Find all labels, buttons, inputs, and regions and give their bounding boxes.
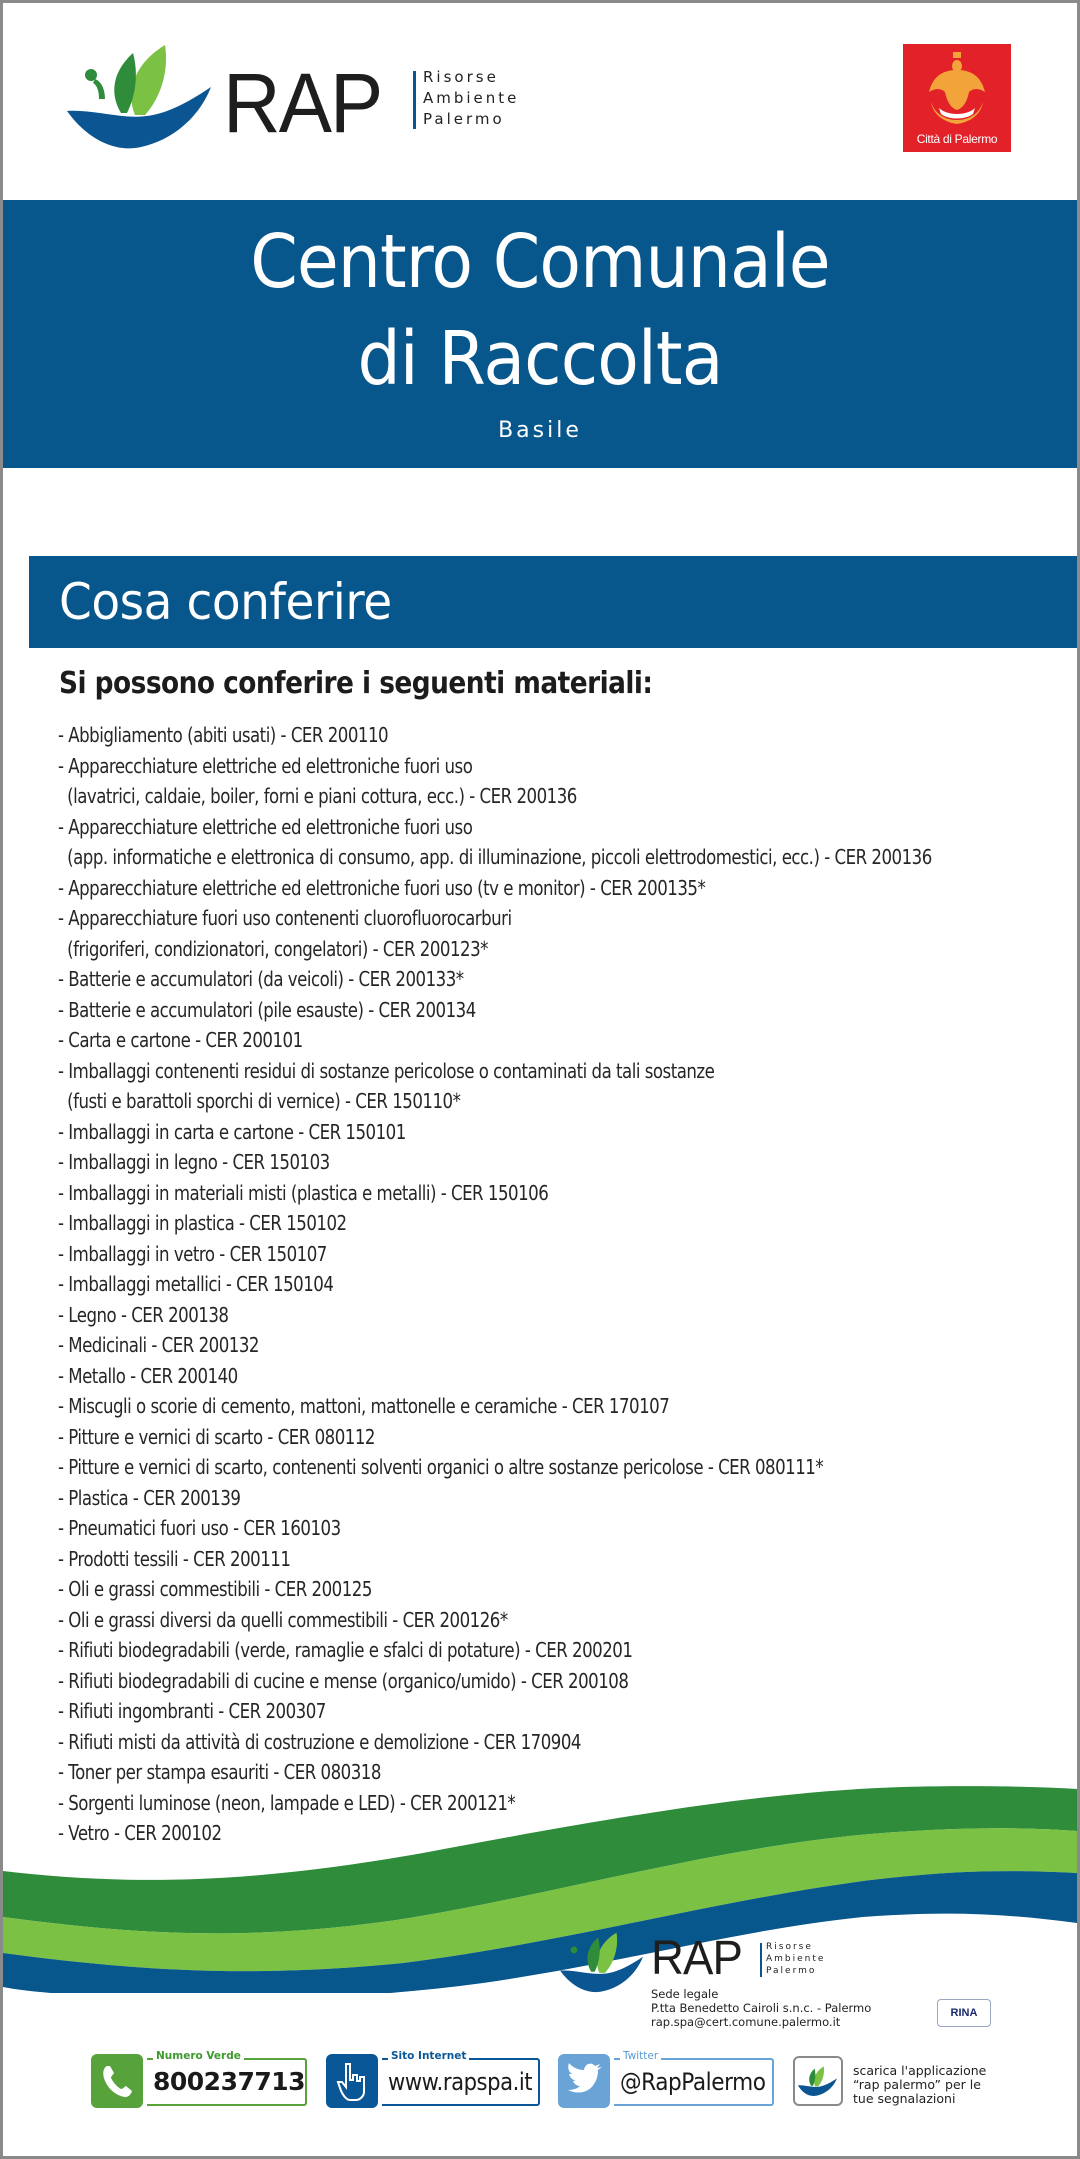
citta-di-palermo-badge	[903, 44, 1011, 152]
material-item: - Imballaggi in materiali misti (plastica e metalli) - CER 150106	[58, 1180, 549, 1205]
material-item: (fusti e barattoli sporchi di vernice) - CER 150110*	[67, 1089, 461, 1113]
contact-phone[interactable]	[91, 2050, 307, 2110]
material-item: (app. informatiche e elettronica di consumo, app. di illuminazione, piccoli elettrodomestici, ecc.) - CER 200136	[67, 845, 932, 869]
rap-brand: RAP	[651, 1932, 742, 1985]
website-url[interactable]: www.rapspa.it	[388, 2068, 533, 2096]
material-item: - Pitture e vernici di scarto - CER 080112	[58, 1424, 375, 1449]
tagline-line: Risorse	[766, 1942, 813, 1952]
material-item: - Rifiuti biodegradabili (verde, ramaglie e sfalci di potature) - CER 200201	[58, 1638, 633, 1662]
material-item: - Rifiuti biodegradabili di cucine e mense (organico/umido) - CER 200108	[58, 1668, 629, 1693]
material-item: (frigoriferi, condizionatori, congelatori) - CER 200123*	[67, 936, 488, 961]
phone-icon	[91, 2054, 143, 2108]
section-title: Cosa conferire	[59, 573, 392, 631]
legal-label: Sede legale	[651, 1987, 719, 2001]
hand-leaf-icon	[559, 1931, 651, 2001]
pointer-hand-icon	[326, 2054, 378, 2108]
material-item: - Apparecchiature fuori uso contenenti cluorofluorocarburi	[58, 906, 512, 930]
material-item: - Miscugli o scorie di cemento, mattoni, mattonelle e ceramiche - CER 170107	[58, 1394, 670, 1418]
contact-twitter[interactable]	[558, 2050, 774, 2110]
badge-caption: Città di Palermo	[916, 132, 998, 146]
rap-brand: RAP	[223, 56, 382, 150]
decorative-waves	[3, 1773, 1077, 1993]
app-text-line: “rap palermo” per le	[853, 2077, 981, 2092]
material-item: - Pneumatici fuori uso - CER 160103	[58, 1516, 341, 1540]
rap-tagline	[766, 1941, 825, 1977]
material-item: - Rifiuti misti da attività di costruzione e demolizione - CER 170904	[58, 1729, 581, 1754]
material-item: - Apparecchiature elettriche ed elettroniche fuori uso (tv e monitor) - CER 200135*	[58, 875, 706, 900]
twitter-handle[interactable]: @RapPalermo	[620, 2068, 766, 2096]
section-header	[29, 556, 1077, 648]
poster	[3, 3, 1077, 2156]
material-item: - Imballaggi in vetro - CER 150107	[58, 1241, 327, 1266]
contact-app[interactable]	[793, 2050, 1013, 2110]
hero-title-line2: di Raccolta	[357, 316, 723, 402]
material-item: - Vetro - CER 200102	[58, 1821, 222, 1845]
material-item: - Imballaggi in legno - CER 150103	[58, 1150, 330, 1174]
material-item: - Pitture e vernici di scarto, contenenti solventi organici o altre sostanze pericolose - CER 080111*	[58, 1455, 824, 1479]
material-item: - Medicinali - CER 200132	[58, 1333, 259, 1357]
legal-email[interactable]: rap.spa@cert.comune.palermo.it	[651, 2015, 841, 2029]
hand-leaf-icon	[65, 43, 225, 163]
hero-title-line1: Centro Comunale	[250, 219, 830, 305]
materials-heading: Si possono conferire i seguenti materiali:	[59, 666, 653, 701]
material-item: - Imballaggi in plastica - CER 150102	[58, 1211, 347, 1235]
rap-tagline	[423, 67, 519, 130]
twitter-bird-icon	[558, 2054, 610, 2108]
material-item: - Oli e grassi commestibili - CER 200125	[58, 1577, 372, 1601]
material-item: - Sorgenti luminose (neon, lampade e LED) - CER 200121*	[58, 1790, 516, 1815]
app-text-line: scarica l'applicazione	[853, 2063, 987, 2078]
material-item: - Imballaggi contenenti residui di sostanze pericolose o contaminati da tali sostanze	[58, 1058, 715, 1083]
eagle-crest-icon	[903, 48, 1011, 132]
material-item: - Imballaggi in carta e cartone - CER 150101	[58, 1119, 406, 1144]
material-item: - Apparecchiature elettriche ed elettroniche fuori uso	[58, 814, 473, 839]
phone-label: Numero Verde	[153, 2050, 244, 2062]
materials-list	[58, 720, 1068, 1849]
contact-website[interactable]	[326, 2050, 540, 2110]
material-item: - Batterie e accumulatori (da veicoli) - CER 200133*	[58, 967, 464, 991]
phone-number[interactable]: 800237713	[153, 2067, 306, 2096]
app-text-line: tue segnalazioni	[853, 2091, 956, 2106]
rina-certification-badge: RINA	[937, 1999, 991, 2027]
material-item: - Toner per stampa esauriti - CER 080318	[58, 1760, 381, 1784]
material-item: - Abbigliamento (abiti usati) - CER 200110	[58, 723, 389, 747]
material-item: - Legno - CER 200138	[58, 1302, 229, 1327]
material-item: - Rifiuti ingombranti - CER 200307	[58, 1699, 326, 1723]
legal-street: P.tta Benedetto Cairoli s.n.c. - Palermo	[651, 2001, 872, 2015]
rap-logo	[65, 43, 565, 163]
legal-address	[651, 1987, 871, 2029]
twitter-label: Twitter	[620, 2050, 661, 2062]
logo-divider	[413, 71, 416, 129]
logo-divider	[760, 1943, 762, 1977]
material-item: - Plastica - CER 200139	[58, 1485, 241, 1510]
material-item: - Batterie e accumulatori (pile esauste) - CER 200134	[58, 997, 476, 1022]
material-item: - Carta e cartone - CER 200101	[58, 1028, 303, 1052]
material-item: - Metallo - CER 200140	[58, 1363, 238, 1388]
tagline-line: Ambiente	[423, 89, 520, 107]
tagline-line: Palermo	[766, 1966, 817, 1976]
tagline-line: Ambiente	[766, 1954, 826, 1964]
tagline-line: Risorse	[423, 68, 499, 86]
material-item: - Prodotti tessili - CER 200111	[58, 1546, 291, 1571]
app-download-text	[853, 2064, 986, 2106]
hero-subtitle: Basile	[498, 418, 582, 443]
material-item: - Oli e grassi diversi da quelli commestibili - CER 200126*	[58, 1607, 508, 1632]
rap-app-icon	[793, 2056, 843, 2106]
material-item: (lavatrici, caldaie, boiler, forni e piani cottura, ecc.) - CER 200136	[67, 784, 577, 808]
tagline-line: Palermo	[423, 110, 505, 128]
hero-banner	[3, 200, 1077, 468]
material-item: - Imballaggi metallici - CER 150104	[58, 1272, 334, 1296]
material-item: - Apparecchiature elettriche ed elettroniche fuori uso	[58, 753, 473, 778]
website-label: Sito Internet	[388, 2050, 469, 2062]
